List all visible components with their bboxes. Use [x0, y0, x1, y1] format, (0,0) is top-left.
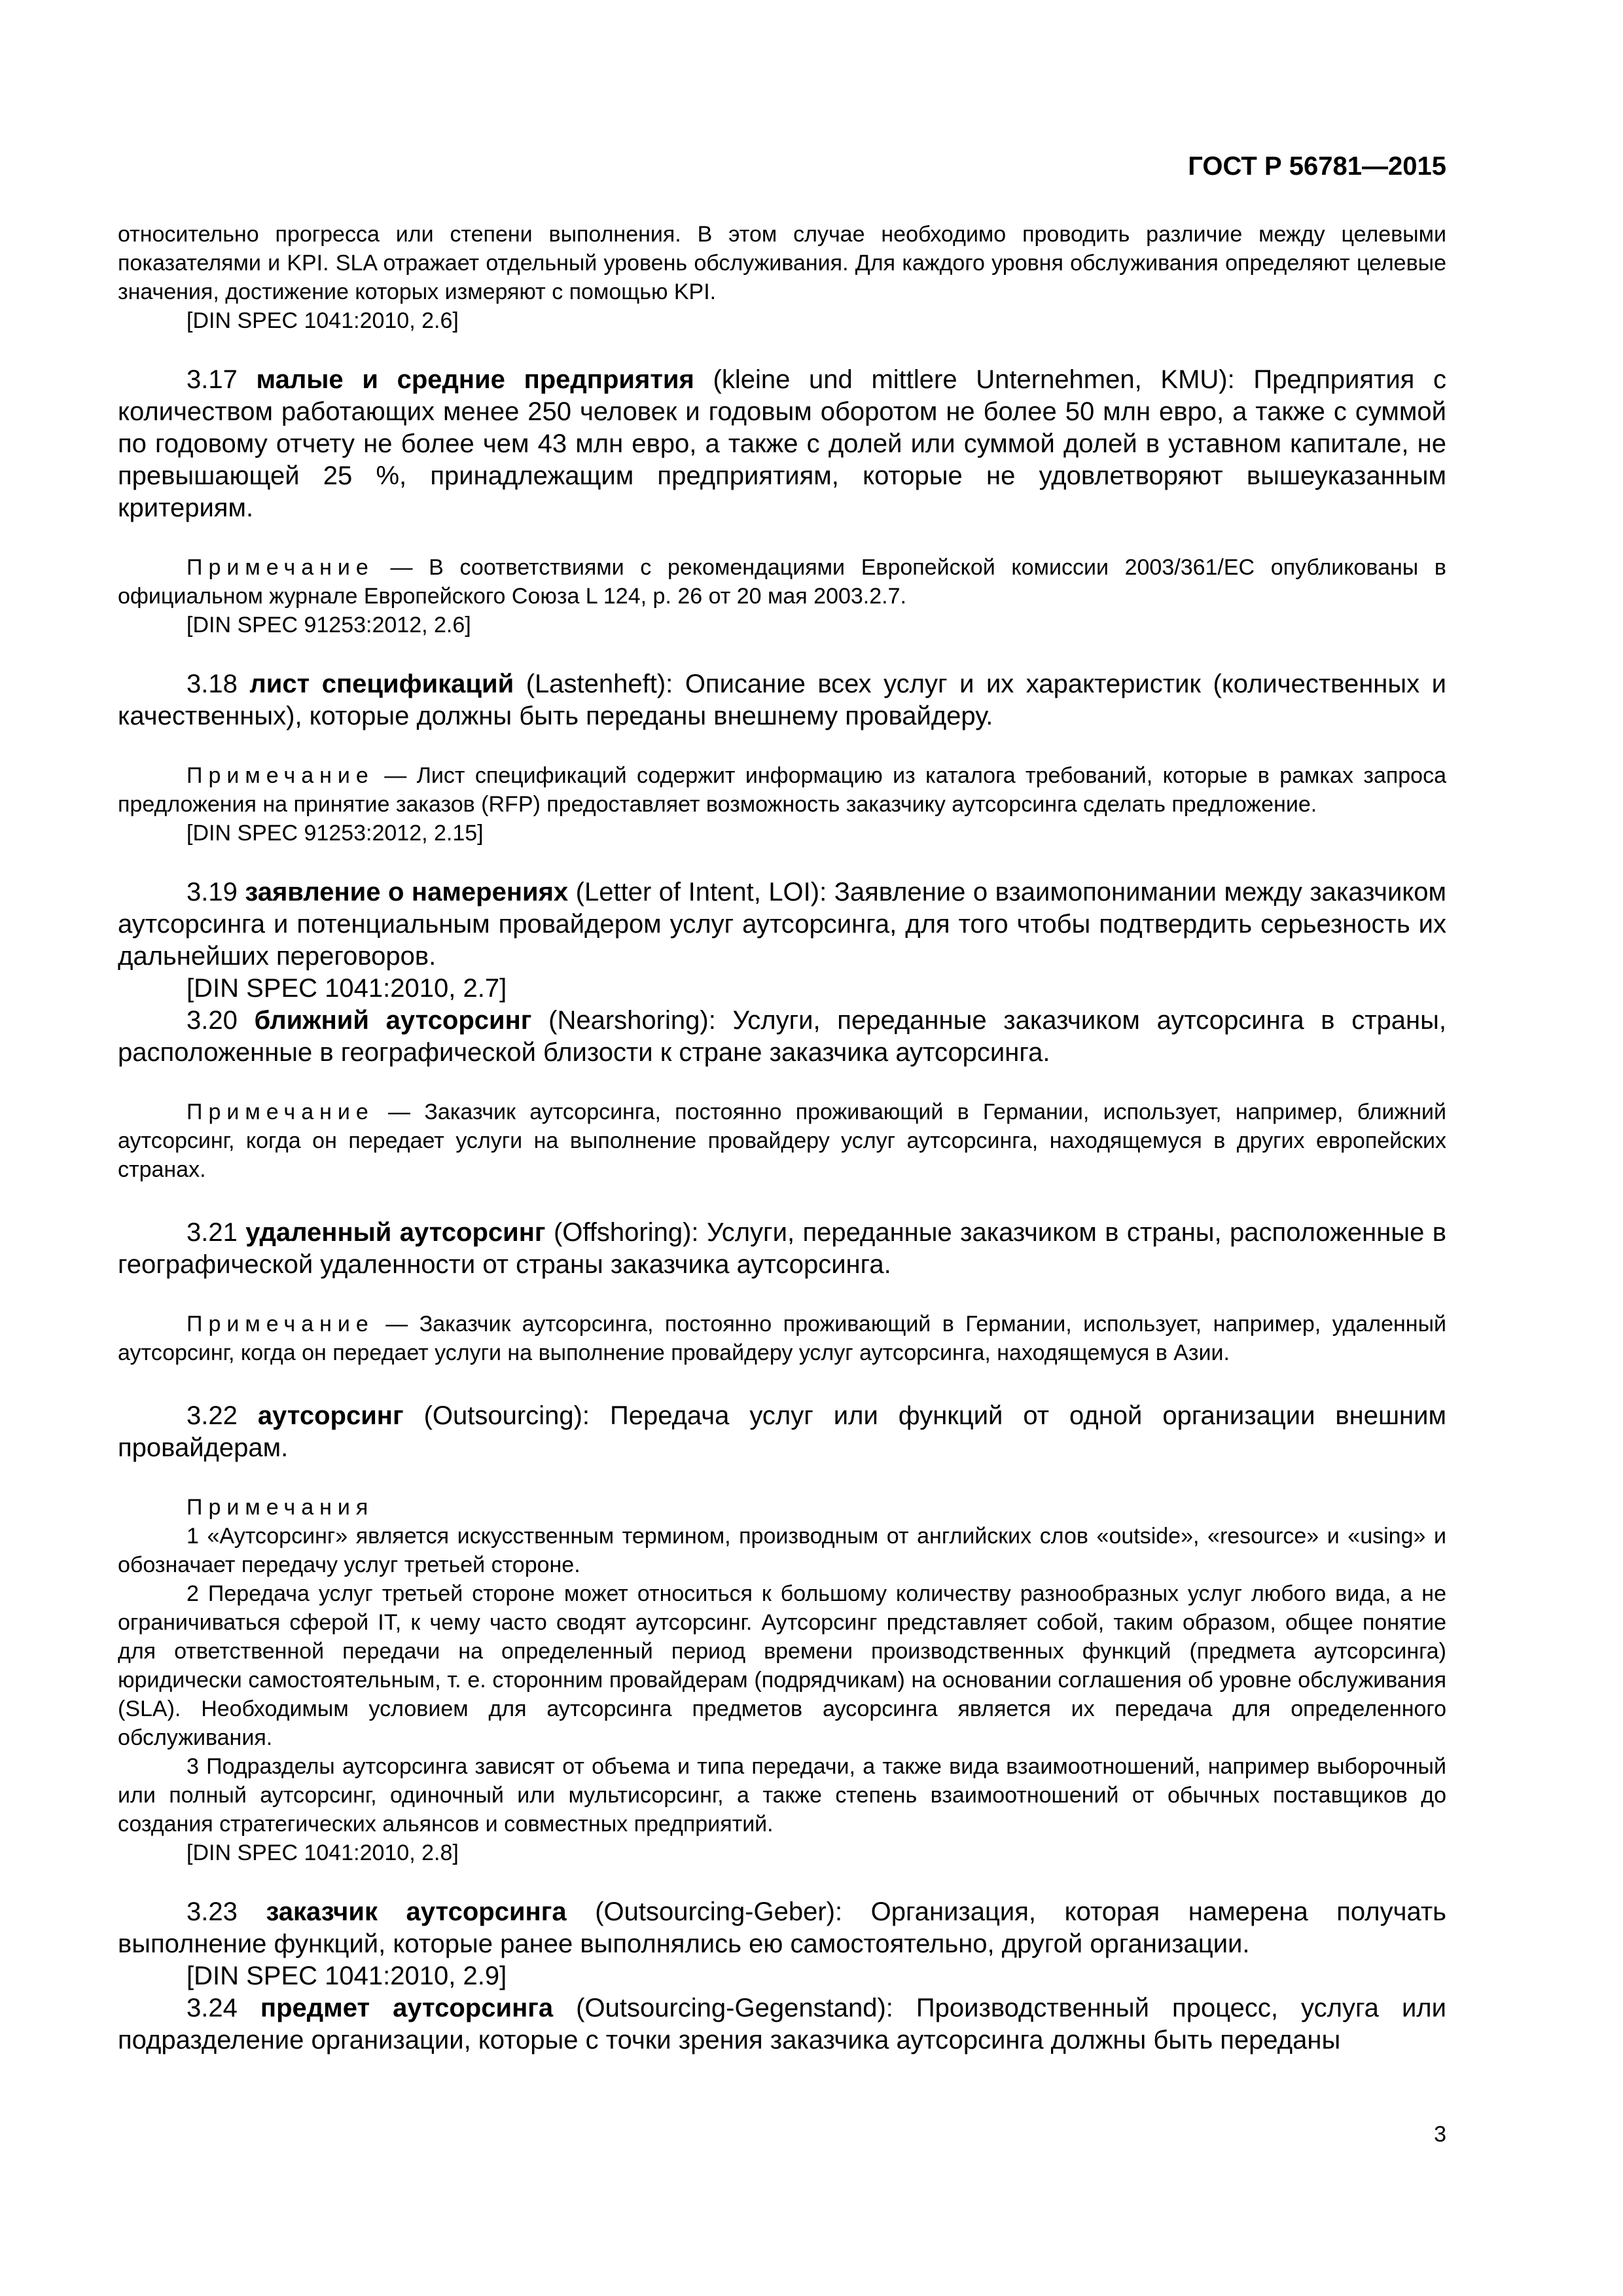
page-number: 3 — [1434, 2122, 1446, 2147]
note-label: Примечание — [187, 555, 374, 580]
note-3-18: Примечание — Лист спецификаций содержит информацию из каталога требований, которые в рамках запроса предложения на принятие заказов (RFP) предоставляет возможность заказчику аутсорсинга сделать предложение. — [118, 763, 1446, 817]
term-3-23-title: заказчик аутсорсинга — [266, 1897, 567, 1926]
reference-3-19: [DIN SPEC 1041:2010, 2.7] — [187, 974, 507, 1003]
term-3-20: 3.20 ближний аутсорсинг (Nearshoring): Услуги, переданные заказчиком аутсорсинга в страны, расположенные в географической близости к стране заказчика аутсорсинга. — [118, 1006, 1446, 1067]
term-3-24-title: предмет аутсорсинга — [260, 1994, 554, 2022]
page-body — [118, 220, 1446, 2056]
term-3-18: 3.18 лист спецификаций (Lastenheft): Описание всех услуг и их характеристик (количественных и качественных), которые должны быть переданы внешнему провайдеру. — [118, 670, 1447, 730]
term-3-24: 3.24 предмет аутсорсинга (Outsourcing-Gegenstand): Производственный процесс, услуга или подразделение организации, которые с точки зрения заказчика аутсорсинга должны быть переданы — [118, 1994, 1446, 2054]
note-3-22-2: 2 Передача услуг третьей стороне может относиться к большому количеству разнообразных услуг любого вида, а не ограничиваться сферой IT, к чему часто сводят аутсорсинг. Аутсорсинг представляет собой, таким образом, общее понятие для ответственной передачи на определенный период времени производственных функций (предмета аутсорсинга) юридически самостоятельным, т. е. сторонним провайдерам (подрядчикам) на основании соглашения об уровне обслуживания (SLA). Необходимым условием для аутсорсинга предметов аусорсинга является их передача для определенного обслуживания. — [118, 1581, 1446, 1750]
notes-label: Примечания — [187, 1495, 374, 1520]
note-3-20: Примечание — Заказчик аутсорсинга, постоянно проживающий в Германии, использует, например, ближний аутсорсинг, когда он передает услуги на выполнение провайдеру услуг аутсорсинга, находящемуся в других европейских странах. — [118, 1100, 1446, 1182]
term-3-22-title: аутсорсинг — [257, 1401, 404, 1430]
reference-3-17: [DIN SPEC 91253:2012, 2.6] — [187, 613, 471, 637]
note-3-22-3: 3 Подразделы аутсорсинга зависят от объема и типа передачи, а также вида взаимоотношений, например выборочный или полный аутсорсинг, одиночный или мультисорсинг, а также степень взаимоотношений от обычных поставщиков до создания стратегических альянсов и совместных предприятий. — [118, 1754, 1446, 1837]
term-3-19-title: заявление о намерениях — [245, 878, 569, 906]
intro-paragraph: относительно прогресса или степени выполнения. В этом случае необходимо проводить различие между целевыми показателями и KPI. SLA отражает отдельный уровень обслуживания. Для каждого уровня обслуживания определяют целевые значения, достижение которых измеряют с помощью KPI. — [118, 222, 1446, 304]
term-3-17: 3.17 малые и средние предприятия (kleine und mittlere Unternehmen, KMU): Предприятия с количеством работающих менее 250 человек и годовым оборотом не более 50 млн евро, а также с суммой по годовому отчету не более чем 43 млн евро, а также с долей или суммой долей в уставном капитале, не превышающей 25 %, принадлежащим предприятиям, которые не удовлетворяют вышеуказанным критериям. — [118, 365, 1447, 522]
reference-3-18: [DIN SPEC 91253:2012, 2.15] — [187, 821, 484, 846]
term-3-18-title: лист спецификаций — [249, 670, 514, 698]
note-3-22-1: 1 «Аутсорсинг» является искусственным термином, производным от английских слов «outside», «resource» и «using» и обозначает передачу услуг третьей стороне. — [118, 1524, 1446, 1577]
notes-heading-3-22 — [118, 1493, 1446, 1522]
term-3-23: 3.23 заказчик аутсорсинга (Outsourcing-Geber): Организация, которая намерена получать выполнение функций, которые ранее выполнялись ею самостоятельно, другой организации. — [118, 1897, 1447, 1958]
term-3-21-title: удаленный аутсорсинг — [245, 1218, 546, 1247]
note-label: Примечание — [187, 1100, 374, 1124]
intro-reference: [DIN SPEC 1041:2010, 2.6] — [187, 308, 459, 333]
reference-3-22: [DIN SPEC 1041:2010, 2.8] — [187, 1840, 459, 1865]
document-page — [118, 0, 1446, 2296]
term-3-19: 3.19 заявление о намерениях (Letter of Intent, LOI): Заявление о взаимопонимании между заказчиком аутсорсинга и потенциальным провайдером услуг аутсорсинга, для того чтобы подтвердить серьезность их дальнейших переговоров. — [118, 878, 1446, 971]
note-label: Примечание — [187, 763, 374, 788]
note-label: Примечание — [187, 1312, 374, 1336]
note-3-17: Примечание — В соответствиями с рекомендациями Европейской комиссии 2003/361/EC опубликованы в официальном журнале Европейского Союза L 124, p. 26 от 20 мая 2003.2.7. — [118, 555, 1446, 609]
note-3-21: Примечание — Заказчик аутсорсинга, постоянно проживающий в Германии, использует, например, удаленный аутсорсинг, когда он передает услуги на выполнение провайдеру услуг аутсорсинга, находящемуся в Азии. — [118, 1312, 1446, 1365]
term-3-20-title: ближний аутсорсинг — [254, 1006, 532, 1035]
reference-3-23: [DIN SPEC 1041:2010, 2.9] — [187, 1962, 507, 1990]
term-3-17-title: малые и средние предприятия — [256, 365, 694, 394]
term-3-21: 3.21 удаленный аутсорсинг (Offshoring): Услуги, переданные заказчиком в страны, расположенные в географической удаленности от страны заказчика аутсорсинга. — [118, 1218, 1447, 1279]
term-3-22: 3.22 аутсорсинг (Outsourcing): Передача услуг или функций от одной организации внешним провайдерам. — [118, 1401, 1446, 1462]
document-header: ГОСТ Р 56781—2015 — [1188, 152, 1446, 181]
